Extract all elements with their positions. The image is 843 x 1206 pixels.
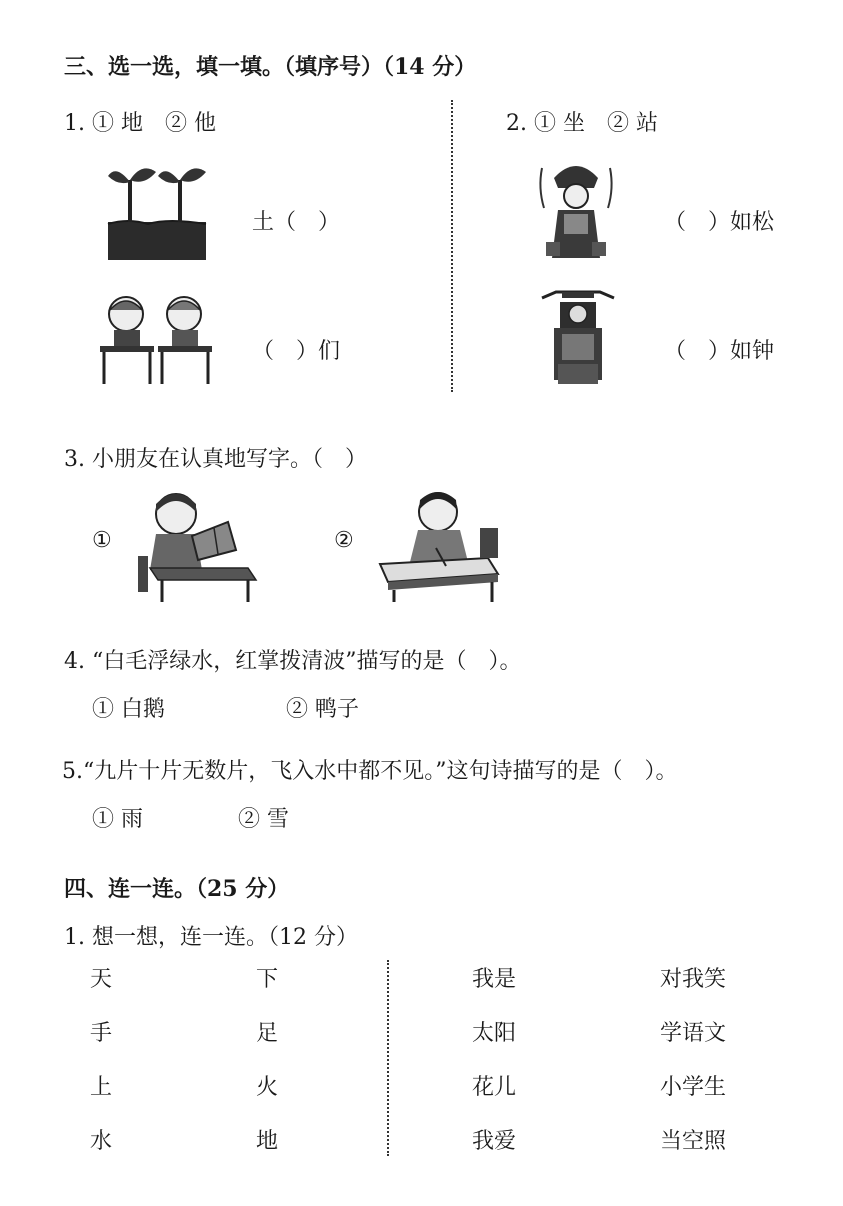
q1-options: 1. ① 地 ② 他 — [64, 111, 216, 136]
match-word-left-2[interactable]: 下 — [256, 967, 279, 992]
q1-line-b: （ ）们 — [252, 339, 341, 364]
child-writing-picture — [376, 486, 502, 604]
q3-option-2: ② — [334, 528, 354, 553]
q4-option-2: ② 鸭子 — [286, 697, 359, 722]
match-word-left-2[interactable]: 火 — [256, 1075, 279, 1100]
q1-line-a: 土（ ） — [252, 210, 341, 235]
seated-figure-picture — [536, 284, 620, 390]
kids-at-desks-picture — [98, 292, 214, 388]
q2-options: 2. ① 坐 ② 站 — [506, 111, 658, 136]
q4-option-1: ① 白鹅 — [92, 697, 165, 722]
match-phrase-right-1[interactable]: 太阳 — [472, 1021, 517, 1046]
match-word-left-2[interactable]: 地 — [256, 1129, 279, 1154]
q3-option-1: ① — [92, 528, 112, 553]
section3-title: 三、选一选，填一填。（填序号）（14 分） — [64, 54, 477, 80]
match-word-left-1[interactable]: 水 — [90, 1129, 113, 1154]
match-word-left-1[interactable]: 上 — [90, 1075, 113, 1100]
match-word-left-2[interactable]: 足 — [256, 1021, 279, 1046]
q5-option-2: ② 雪 — [238, 807, 289, 832]
match-phrase-right-1[interactable]: 花儿 — [472, 1075, 517, 1100]
match-word-left-1[interactable]: 手 — [90, 1021, 113, 1046]
section4-title: 四、连一连。（25 分） — [64, 876, 290, 902]
q5-option-1: ① 雨 — [92, 807, 143, 832]
match-phrase-right-1[interactable]: 我爱 — [472, 1129, 517, 1154]
q2-line-b: （ ）如钟 — [664, 339, 775, 364]
standing-figure-picture — [534, 158, 618, 268]
q3-prompt: 3. 小朋友在认真地写字。（ ） — [64, 447, 367, 472]
match-phrase-right-2[interactable]: 对我笑 — [660, 967, 727, 992]
child-reading-picture — [136, 486, 260, 604]
q5-prompt: 5.“九片十片无数片，飞入水中都不见。”这句诗描写的是（ ）。 — [62, 759, 678, 784]
match-word-left-1[interactable]: 天 — [90, 967, 113, 992]
match-phrase-right-2[interactable]: 当空照 — [660, 1129, 727, 1154]
s4-q1-title: 1. 想一想，连一连。（12 分） — [64, 925, 358, 950]
sprout-picture — [108, 162, 208, 262]
q2-line-a: （ ）如松 — [664, 210, 775, 235]
match-phrase-right-2[interactable]: 学语文 — [660, 1021, 727, 1046]
q4-prompt: 4. “白毛浮绿水，红掌拨清波”描写的是（ ）。 — [64, 649, 522, 674]
match-divider — [387, 960, 389, 1156]
column-divider — [451, 100, 453, 392]
match-phrase-right-1[interactable]: 我是 — [472, 967, 517, 992]
match-phrase-right-2[interactable]: 小学生 — [660, 1075, 727, 1100]
